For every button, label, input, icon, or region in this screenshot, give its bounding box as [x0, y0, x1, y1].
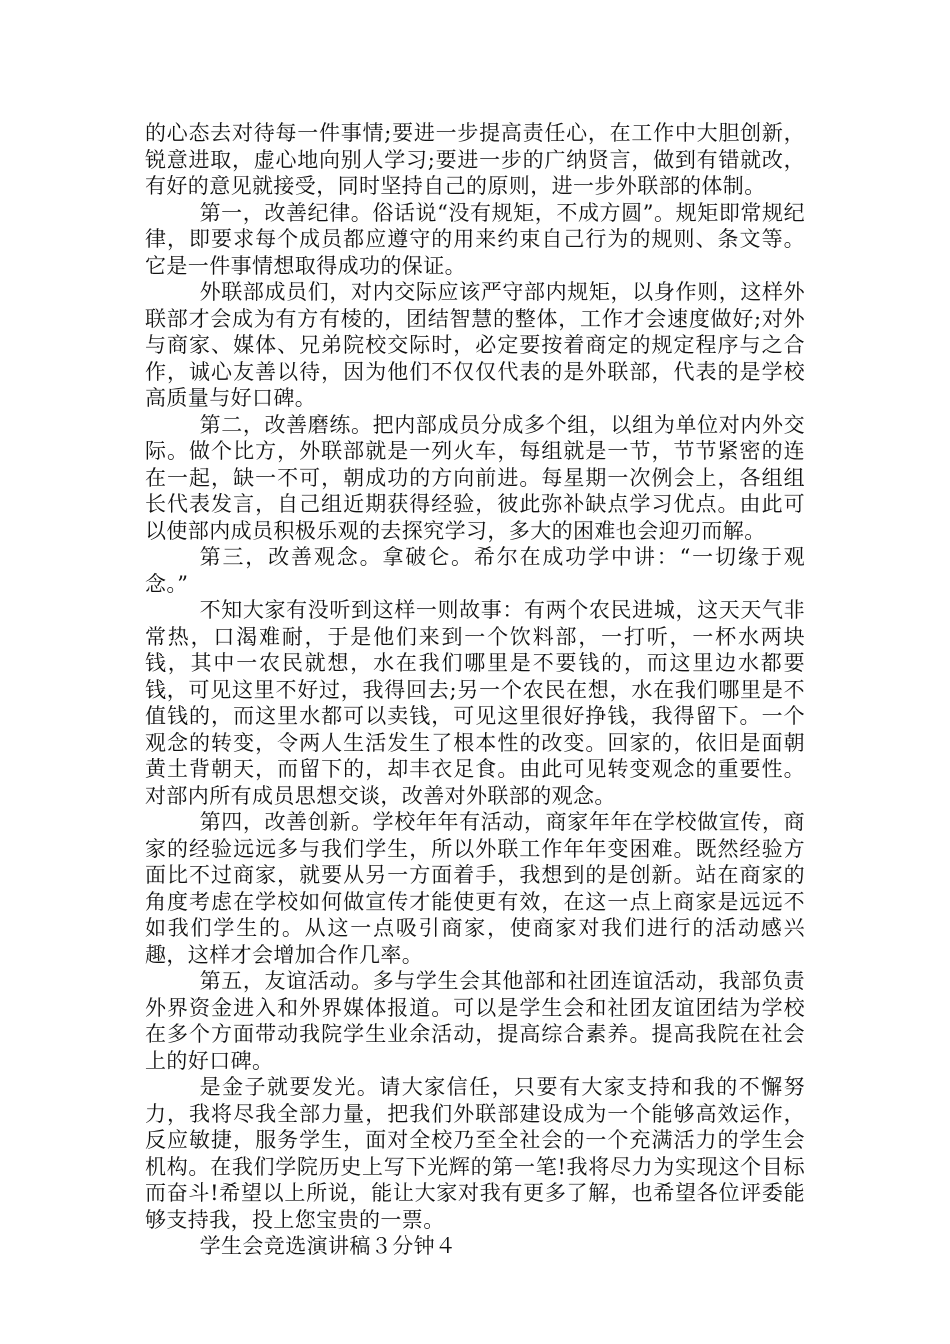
document-page [145, 120, 805, 1260]
paragraph-closing: 是金子就要发光。请大家信任，只要有大家支持和我的不懈努力，我将尽我全部力量，把我们外联部建设成为一个能够高效运作，反应敏捷，服务学生，面对全校乃至全社会的一个充满活力的学生会机构。在我们学院历史上写下光辉的第一笔!我将尽力为实现这个目标而奋斗!希望以上所说，能让大家对我有更多了解，也希望各位评委能够支持我，投上您宝贵的一票。 [145, 1075, 805, 1232]
paragraph-friendship: 第五，友谊活动。多与学生会其他部和社团连谊活动，我部负责外界资金进入和外界媒体报道。可以是学生会和社团友谊团结为学校在多个方面带动我院学生业余活动，提高综合素养。提高我院在社会上的好口碑。 [145, 969, 805, 1073]
next-section-heading: 学生会竞选演讲稿３分钟４ [199, 1234, 457, 1258]
paragraph-training: 第二，改善磨练。把内部成员分成多个组，以组为单位对内外交际。做个比方，外联部就是一列火车，每组就是一节，节节紧密的连在一起，缺一不可，朝成功的方向前进。每星期一次例会上，各组组长代表发言，自己组近期获得经验，彼此弥补缺点学习优点。由此可以使部内成员积极乐观的去探究学习，多大的困难也会迎刃而解。 [145, 412, 805, 543]
paragraph-members-rules: 外联部成员们，对内交际应该严守部内规矩，以身作则，这样外联部才会成为有方有棱的，团结智慧的整体，工作才会速度做好;对外与商家、媒体、兄弟院校交际时，必定要按着商定的规定程序与之合作，诚心友善以待，因为他们不仅仅代表的是外联部，代表的是学校高质量与好口碑。 [145, 280, 805, 410]
paragraph-continuation: 的心态去对待每一件事情;要进一步提高责任心，在工作中大胆创新，锐意进取，虚心地向别人学习;要进一步的广纳贤言，做到有错就改，有好的意见就接受，同时坚持自己的原则，进一步外联部的体制。 [145, 121, 805, 198]
paragraph-discipline: 第一，改善纪律。俗话说“没有规矩，不成方圆”。规矩即常规纪律，即要求每个成员都应遵守的用来约束自己行为的规则、条文等。它是一件事情想取得成功的保证。 [145, 200, 805, 278]
paragraph-mindset: 第三，改善观念。拿破仑。希尔在成功学中讲：“一切缘于观念。” [145, 545, 805, 596]
paragraph-innovation: 第四，改善创新。学校年年有活动，商家年年在学校做宣传，商家的经验远远多与我们学生，所以外联工作年年变困难。既然经验方面比不过商家，就要从另一方面着手，我想到的是创新。站在商家的角度考虑在学校如何做宣传才能使更有效，在这一点上商家是远远不如我们学生的。从这一点吸引商家，使商家对我们进行的活动感兴趣，这样才会增加合作几率。 [145, 810, 805, 967]
paragraph-story: 不知大家有没听到这样一则故事：有两个农民进城，这天天气非常热，口渴难耐，于是他们来到一个饮料部，一打听，一杯水两块钱，其中一农民就想，水在我们哪里是不要钱的，而这里边水都要钱，可见这里不好过，我得回去;另一个农民在想，水在我们哪里是不值钱的，而这里水都可以卖钱，可见这里很好挣钱，我得留下。一个观念的转变，令两人生活发生了根本性的改变。回家的，依旧是面朝黄土背朝天，而留下的，却丰衣足食。由此可见转变观念的重要性。对部内所有成员思想交谈，改善对外联部的观念。 [145, 598, 805, 808]
